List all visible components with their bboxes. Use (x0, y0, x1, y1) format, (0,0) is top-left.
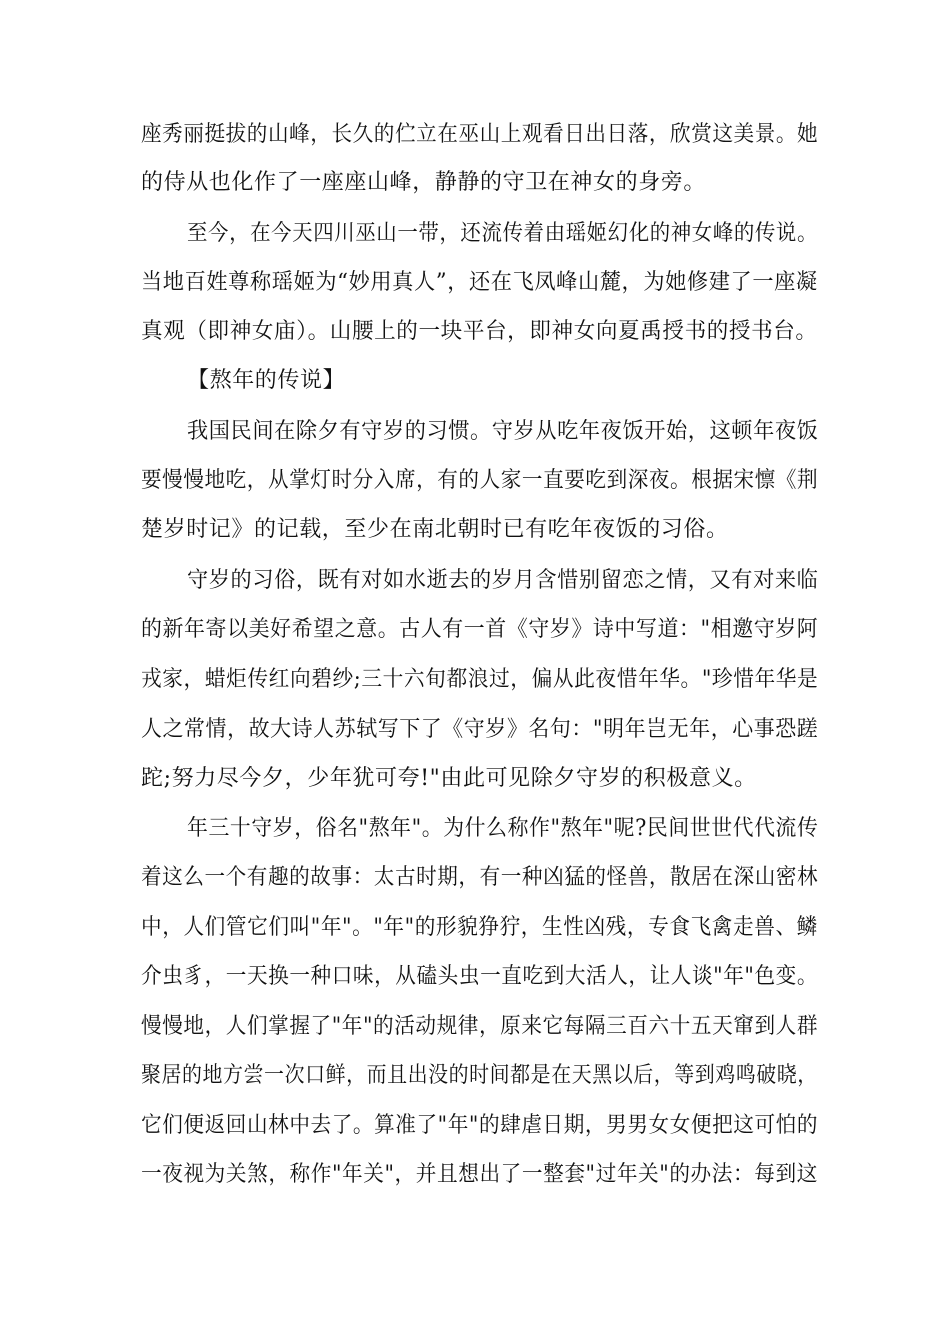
section-heading: 【熬年的传说】 (187, 368, 346, 393)
text-line: 至今，在今天四川巫山一带，还流传着由瑶姬幻化的神女峰的传说。 (187, 221, 819, 246)
text-line: 介虫豸，一天换一种口味，从磕头虫一直吃到大活人，让人谈"年"色变。 (141, 964, 819, 989)
text-line: 当地百姓尊称瑶姬为“妙用真人”，还在飞凤峰山麓，为她修建了一座凝 (141, 270, 818, 295)
text-line: 着这么一个有趣的故事：太古时期，有一种凶猛的怪兽，散居在深山密林 (141, 865, 819, 890)
text-line: 的侍从也化作了一座座山峰，静静的守卫在神女的身旁。 (141, 170, 707, 195)
text-line: 戎家，蜡炬传红向碧纱;三十六旬都浪过，偏从此夜惜年华。"珍惜年华是 (141, 667, 819, 692)
text-line: 一夜视为关煞，称作"年关"，并且想出了一整套"过年关"的办法：每到这 (141, 1162, 818, 1187)
text-line: 守岁的习俗，既有对如水逝去的岁月含惜别留恋之情，又有对来临 (187, 568, 819, 593)
text-line: 聚居的地方尝一次口鲜，而且出没的时间都是在天黑以后，等到鸡鸣破晓， (141, 1063, 818, 1088)
text-line: 我国民间在除夕有守岁的习惯。守岁从吃年夜饭开始，这顿年夜饭 (187, 419, 819, 444)
text-line: 年三十守岁，俗名"熬年"。为什么称作"熬年"呢?民间世世代代流传 (187, 816, 819, 841)
text-line: 跎;努力尽今夕，少年犹可夸!"由此可见除夕守岁的积极意义。 (141, 766, 757, 791)
text-line: 中，人们管它们叫"年"。"年"的形貌狰狞，生性凶残，专食飞禽走兽、鳞 (141, 915, 818, 940)
text-line: 人之常情，故大诗人苏轼写下了《守岁》名句："明年岂无年，心事恐蹉 (141, 717, 819, 742)
text-line: 它们便返回山林中去了。算准了"年"的肆虐日期，男男女女便把这可怕的 (141, 1113, 819, 1138)
text-line: 真观（即神女庙）。山腰上的一块平台，即神女向夏禹授书的授书台。 (141, 319, 818, 344)
text-line: 楚岁时记》的记载，至少在南北朝时已有吃年夜饭的习俗。 (141, 517, 729, 542)
text-line: 慢慢地，人们掌握了"年"的活动规律，原来它每隔三百六十五天窜到人群 (141, 1014, 819, 1039)
text-line: 的新年寄以美好希望之意。古人有一首《守岁》诗中写道："相邀守岁阿 (141, 617, 819, 642)
text-line: 座秀丽挺拔的山峰，长久的伫立在巫山上观看日出日落，欣赏这美景。她 (141, 122, 819, 147)
text-line: 要慢慢地吃，从掌灯时分入席，有的人家一直要吃到深夜。根据宋懔《荆 (141, 468, 819, 493)
